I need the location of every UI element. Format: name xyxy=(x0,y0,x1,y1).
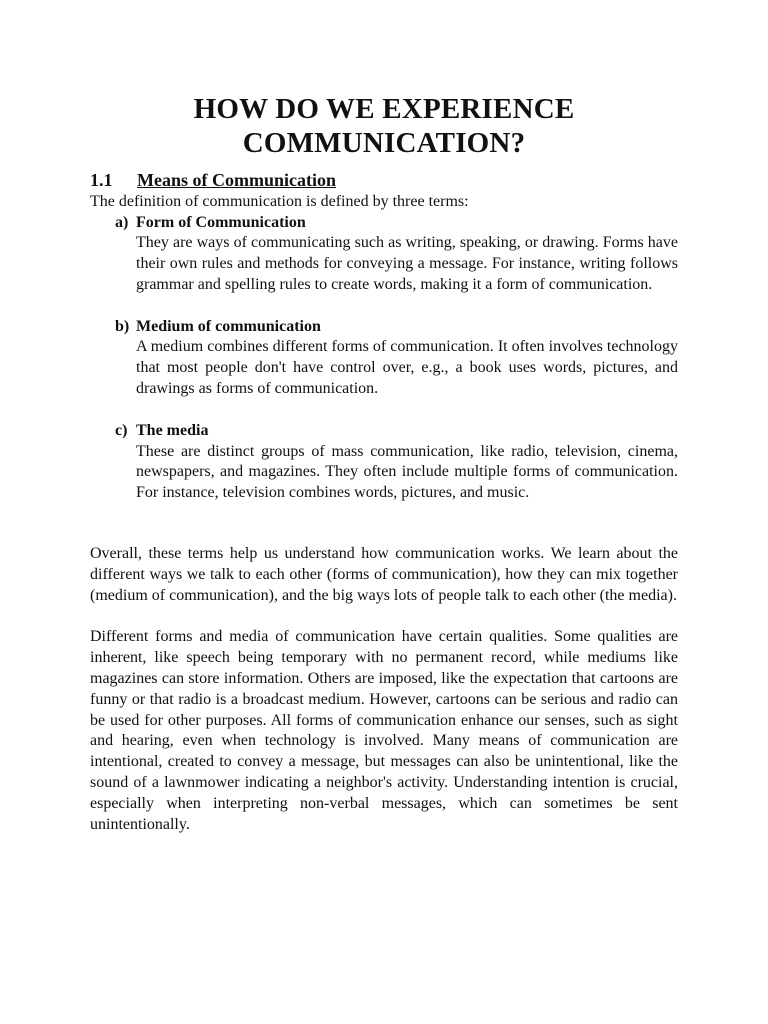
list-item-body xyxy=(136,317,678,400)
section-number: 1.1 xyxy=(90,170,113,190)
body-paragraph: Different forms and media of communication have certain qualities. Some qualities are inherent, like speech being temporary with no permanent record, while mediums like magazines can store information. Others are imposed, like the expectation that cartoons are funny or that radio is a broadcast medium. However, cartoons can be serious and radio can be used for other purposes. All forms of communication enhance our senses, such as sight and hearing, even when technology is involved. Many means of communication are intentional, created to convey a message, but messages can also be unintentional, like the sound of a lawnmower indicating a neighbor's activity. Understanding intention is crucial, especially when interpreting non-verbal messages, which can sometimes be sent unintentionally. xyxy=(90,628,678,833)
term-title: The media xyxy=(136,421,209,439)
term-title: Medium of communication xyxy=(136,317,321,335)
list-marker: c) xyxy=(115,421,128,439)
list-item-form xyxy=(90,213,678,296)
title-line-1: HOW DO WE EXPERIENCE xyxy=(193,93,575,125)
list-item-body xyxy=(136,213,678,296)
term-title: Form of Communication xyxy=(136,213,306,231)
section-title: Means of Communication xyxy=(137,170,336,190)
list-marker: a) xyxy=(115,213,129,231)
body-paragraph: Overall, these terms help us understand how communication works. We learn about the different ways we talk to each other (forms of communication), how they can mix together (medium of communication), and the big ways lots of people talk to each other (the media). xyxy=(90,545,678,604)
list-marker: b) xyxy=(115,317,130,335)
list-item-media xyxy=(90,421,678,504)
list-item-body xyxy=(136,421,678,504)
intro-text: The definition of communication is defined by three terms: xyxy=(90,193,469,210)
term-description: These are distinct groups of mass communication, like radio, television, cinema, newspapers, and magazines. They often include multiple forms of communication. For instance, television combines words, pictures, and music. xyxy=(136,442,678,502)
terms-list xyxy=(90,213,678,505)
title-line-2: COMMUNICATION? xyxy=(242,127,526,159)
page-title xyxy=(90,92,678,160)
document-page xyxy=(90,92,678,835)
term-description: They are ways of communicating such as writing, speaking, or drawing. Forms have their own rules and methods for conveying a message. For instance, writing follows grammar and spelling rules to create words, making it a form of communication. xyxy=(136,234,678,293)
list-item-medium xyxy=(90,317,678,400)
section-heading xyxy=(90,168,678,192)
term-description: A medium combines different forms of communication. It often involves technology that most people don't have control over, e.g., a book uses words, pictures, and drawings as forms of communication. xyxy=(136,338,678,398)
